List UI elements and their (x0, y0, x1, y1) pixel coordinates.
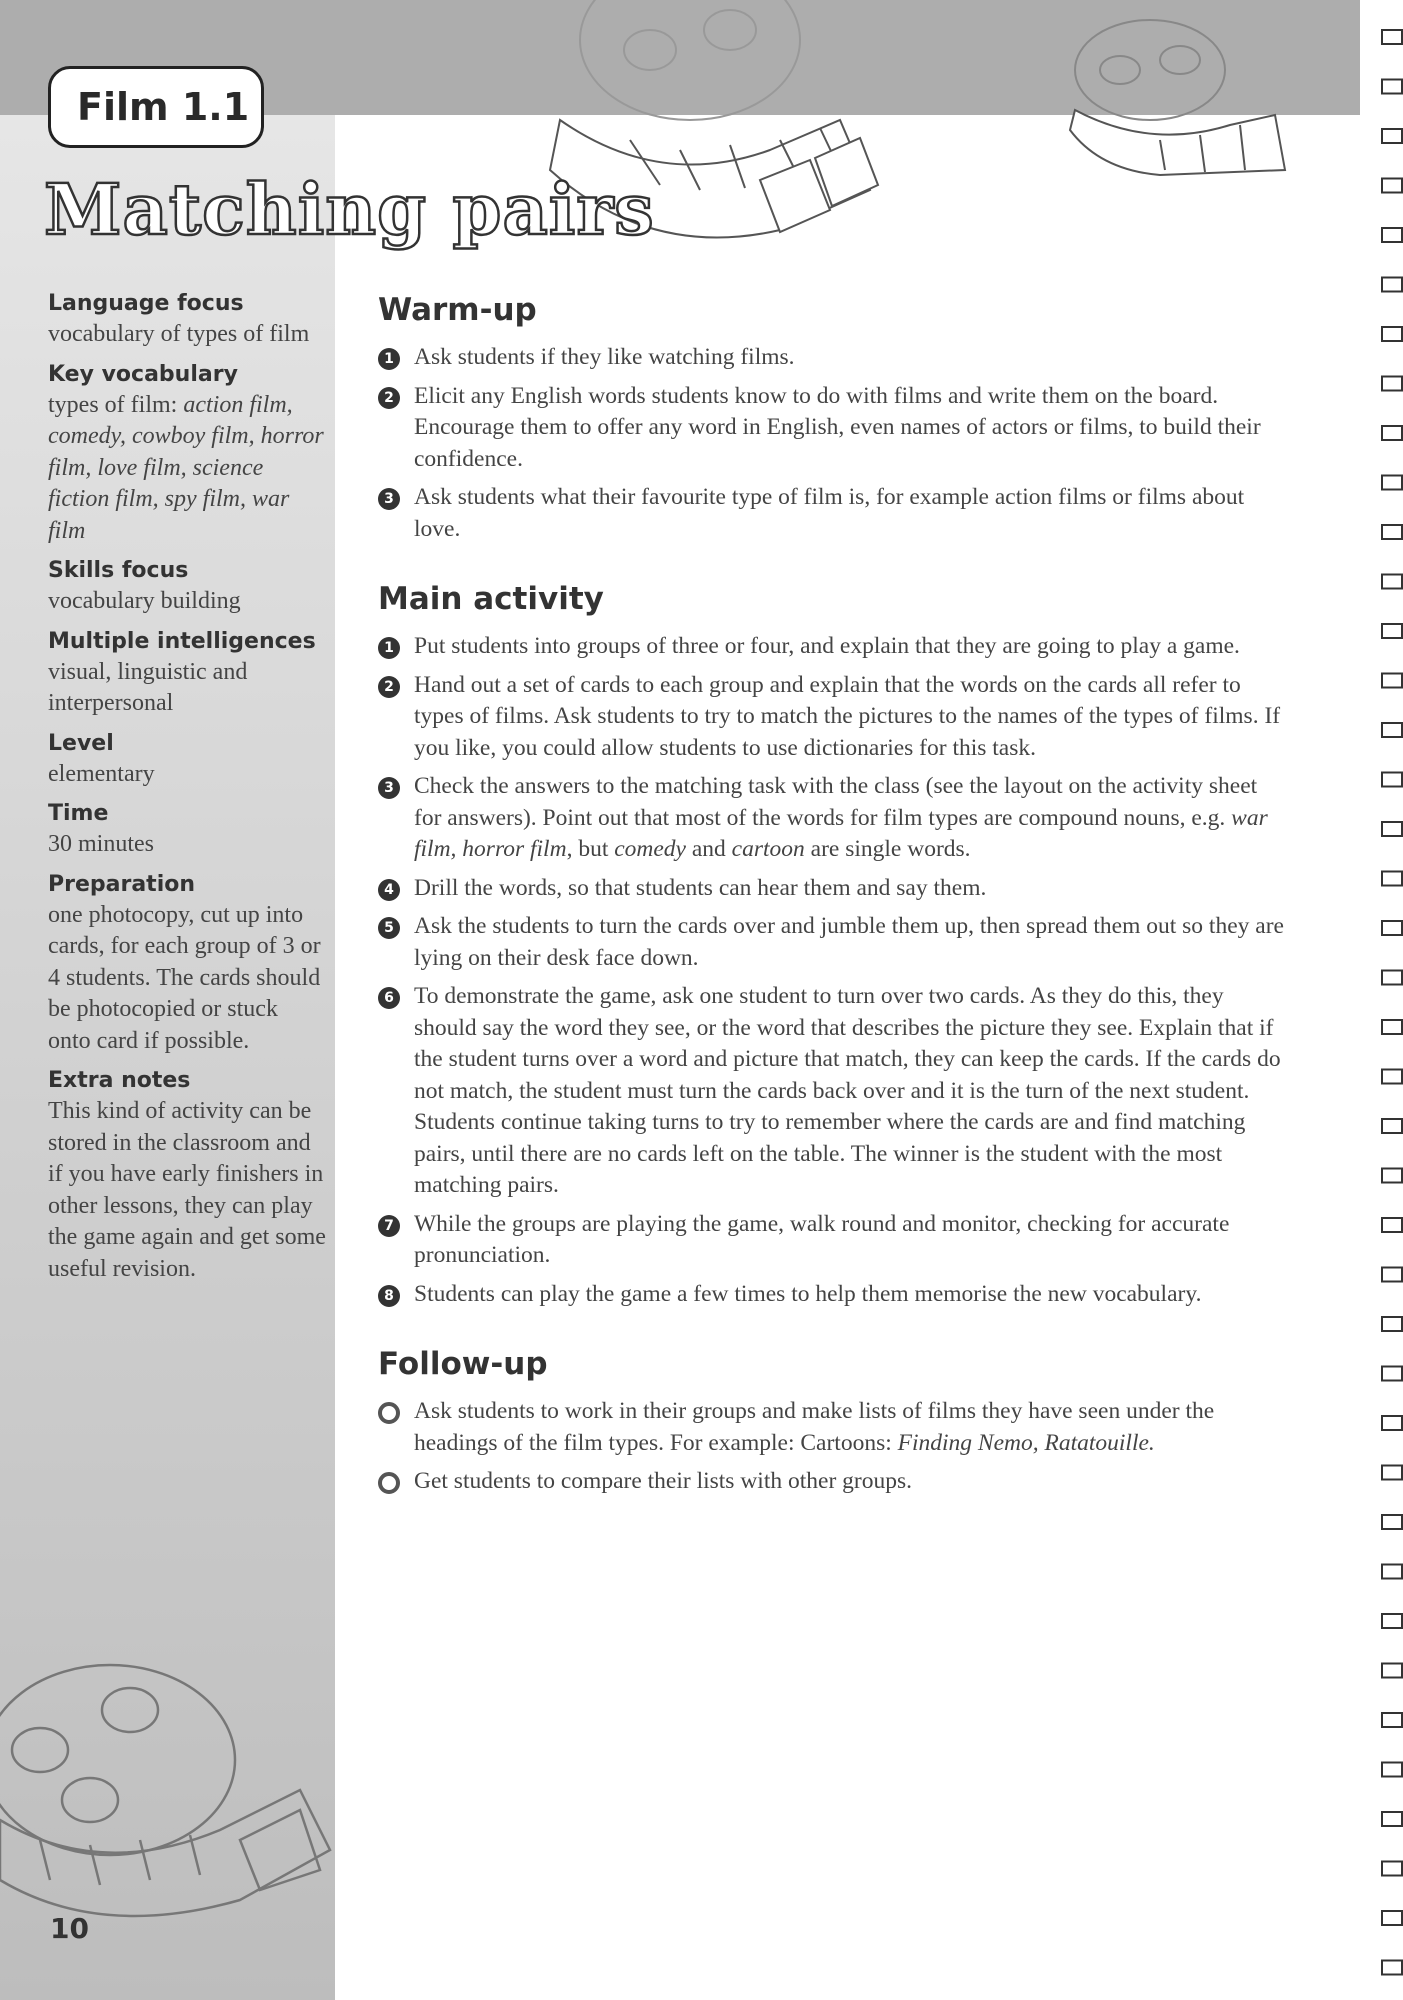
followup-heading: Follow-up (378, 1346, 548, 1382)
main-activity-heading: Main activity (378, 581, 604, 617)
spiral-ring (1382, 723, 1402, 737)
multiple-intelligences-heading: Multiple intelligences (48, 628, 316, 654)
step-text: While the groups are playing the game, walk round and monitor, checking for accurate pronunciation. (414, 1210, 1230, 1268)
spiral-ring (1382, 1515, 1402, 1529)
skills-focus-heading: Skills focus (48, 558, 189, 583)
warmup-step (378, 342, 1288, 374)
spiral-ring (1382, 1416, 1402, 1430)
language-focus-value: vocabulary of types of film (48, 321, 310, 347)
spiral-ring (1382, 1763, 1402, 1777)
step-text-c: and (685, 836, 732, 862)
spiral-ring (1382, 1911, 1402, 1925)
spiral-ring (1382, 1565, 1402, 1579)
spiral-ring (1382, 1367, 1402, 1381)
spiral-ring (1382, 1317, 1402, 1331)
spiral-ring (1382, 426, 1402, 440)
step-text-italic: cartoon (731, 836, 805, 862)
step-number-icon: 2 (378, 387, 400, 409)
activity-step (378, 911, 1288, 974)
spiral-ring (1382, 1961, 1402, 1975)
extra-notes-value: This kind of activity can be stored in the classroom and if you have early finishers in other lessons, they can play the game again and get some useful revision. (48, 1098, 326, 1282)
spiral-binding-icon (1378, 20, 1403, 1980)
time-value: 30 minutes (48, 831, 154, 857)
activity-step (378, 631, 1288, 663)
page-number: 10 (50, 1912, 89, 1945)
info-sidebar (48, 288, 326, 1285)
multiple-intelligences-value: visual, linguistic and interpersonal (48, 658, 248, 716)
language-focus-heading: Language focus (48, 291, 244, 316)
followup-step (378, 1466, 1288, 1498)
step-number-icon: 1 (378, 348, 400, 370)
key-vocabulary-value (48, 390, 326, 548)
step-text-d: are single words. (804, 836, 971, 862)
spiral-ring (1382, 228, 1402, 242)
step-number-icon: 5 (378, 917, 400, 939)
main-content (378, 290, 1288, 1505)
step-text-italic: war film, horror film (414, 804, 1268, 862)
spiral-ring (1382, 476, 1402, 490)
step-number-icon: 1 (378, 637, 400, 659)
activity-step (378, 771, 1288, 866)
warmup-heading: Warm-up (378, 292, 537, 328)
followup-step (378, 1396, 1288, 1459)
step-text: Students can play the game a few times to help them memorise the new vocabulary. (414, 1280, 1202, 1307)
time-heading: Time (48, 801, 109, 826)
step-text: Ask the students to turn the cards over and jumble them up, then spread them out so they are lying on their desk face down. (414, 913, 1284, 971)
spiral-ring (1382, 1812, 1402, 1826)
spiral-ring (1382, 1218, 1402, 1232)
spiral-ring (1382, 1862, 1402, 1876)
page-title: Matching pairs (44, 168, 655, 251)
spiral-ring (1382, 525, 1402, 539)
spiral-ring (1382, 327, 1402, 341)
activity-step (378, 670, 1288, 765)
step-number-icon: 4 (378, 879, 400, 901)
section-badge: Film 1.1 (48, 66, 264, 148)
film-strip-icon (0, 1640, 340, 1930)
key-vocabulary-list: action film, comedy, cowboy film, horror film, love film, science fiction film, spy film, war film (48, 391, 324, 544)
activity-step (378, 1279, 1288, 1311)
spiral-ring (1382, 1664, 1402, 1678)
activity-step (378, 1209, 1288, 1272)
step-text: Ask students what their favourite type of film is, for example action films or films about love. (414, 484, 1245, 542)
spiral-ring (1382, 773, 1402, 787)
step-text-b: , but (566, 836, 615, 862)
step-text: Put students into groups of three or four, and explain that they are going to play a game. (414, 633, 1240, 659)
step-text: Elicit any English words students know to do with films and write them on the board. Encourage them to offer any word in English, even names of actors or films, to build their confidence. (414, 382, 1261, 472)
spiral-ring (1382, 575, 1402, 589)
spiral-ring (1382, 1268, 1402, 1282)
bullet-ring-icon (378, 1472, 400, 1494)
step-text: To demonstrate the game, ask one student to turn over two cards. As they do this, they should say the word they see, or the word that describes the picture they see. Explain that if the student turns over a word and picture that match, they can keep the cards. If the cards do not match, the student must turn the cards back over and it is the turn of the next student. Students continue taking turns to try to remember where the cards are and find matching pairs, until there are no cards left on the table. The winner is the student with the most matching pairs. (414, 983, 1281, 1198)
step-text-a: Ask students to work in their groups and make lists of films they have seen under the headings of the film types. For example: Cartoons: (414, 1398, 1215, 1456)
level-value: elementary (48, 760, 155, 787)
spiral-ring (1382, 822, 1402, 836)
skills-focus-value: vocabulary building (48, 588, 241, 614)
level-heading: Level (48, 730, 114, 756)
spiral-ring (1382, 129, 1402, 143)
spiral-ring (1382, 30, 1402, 44)
spiral-ring (1382, 674, 1402, 688)
step-text-italic: Finding Nemo, Ratatouille. (897, 1429, 1155, 1456)
step-number-icon: 6 (378, 987, 400, 1009)
step-text: Drill the words, so that students can hear them and say them. (414, 874, 987, 901)
spiral-ring (1382, 1070, 1402, 1084)
activity-step (378, 873, 1288, 905)
bullet-ring-icon (378, 1402, 400, 1424)
extra-notes-heading: Extra notes (48, 1068, 191, 1093)
key-vocabulary-heading: Key vocabulary (48, 361, 238, 387)
step-text: Ask students if they like watching films. (414, 344, 795, 370)
warmup-step (378, 381, 1288, 476)
warmup-step (378, 482, 1288, 545)
preparation-value: one photocopy, cut up into cards, for each group of 3 or 4 students. The cards should be photocopied or stuck onto card if possible. (48, 901, 321, 1054)
step-number-icon: 8 (378, 1285, 400, 1307)
spiral-ring (1382, 872, 1402, 886)
spiral-ring (1382, 1713, 1402, 1727)
spiral-ring (1382, 179, 1402, 193)
step-text: Hand out a set of cards to each group and explain that the words on the cards all refer to types of films. Ask students to try to match the pictures to the names of the types of films. If you like, you could allow students to use dictionaries for this task. (414, 671, 1281, 761)
spiral-ring (1382, 624, 1402, 638)
film-reel-icon (1060, 10, 1300, 190)
step-number-icon: 3 (378, 777, 400, 799)
key-vocabulary-prefix: types of film: (48, 391, 184, 418)
preparation-heading: Preparation (48, 871, 196, 897)
step-number-icon: 7 (378, 1215, 400, 1237)
spiral-ring (1382, 1466, 1402, 1480)
spiral-ring (1382, 1020, 1402, 1034)
activity-step (378, 981, 1288, 1202)
spiral-ring (1382, 1119, 1402, 1133)
step-text-a: Check the answers to the matching task with the class (see the layout on the activity sheet for answers). Point out that most of the words for film types are compound nouns, e.g. (414, 773, 1258, 831)
step-number-icon: 2 (378, 676, 400, 698)
spiral-ring (1382, 971, 1402, 985)
step-text: Get students to compare their lists with other groups. (414, 1468, 912, 1494)
spiral-ring (1382, 921, 1402, 935)
spiral-ring (1382, 1169, 1402, 1183)
spiral-ring (1382, 1614, 1402, 1628)
step-number-icon: 3 (378, 488, 400, 510)
spiral-ring (1382, 278, 1402, 292)
spiral-ring (1382, 377, 1402, 391)
step-text-italic: comedy (614, 836, 686, 862)
spiral-ring (1382, 80, 1402, 94)
